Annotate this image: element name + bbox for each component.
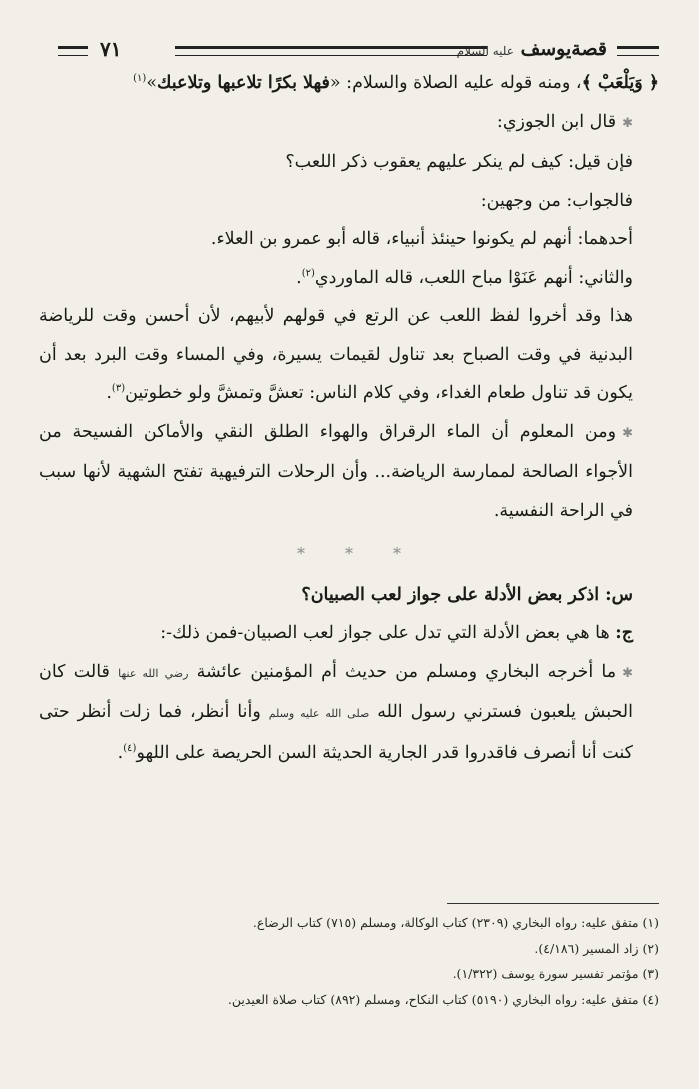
answer-intro: ج: ها هي بعض الأدلة التي تدل على جواز لعب الصبيان-فمن ذلك-: xyxy=(160,623,633,643)
footnote-4: (٤) متفق عليه: رواه البخاري (٥١٩٠) كتاب النكاح، ومسلم (٨٩٢) كتاب صلاة العيدين. xyxy=(227,991,659,1007)
honorific-glyph: صلى الله عليه وسلم xyxy=(268,707,370,720)
footnote-3: (٣) مؤتمر تفسير سورة يوسف (١/٣٢٢). xyxy=(452,966,659,981)
page-header xyxy=(58,36,659,66)
header-rule-middle xyxy=(175,46,487,56)
paragraph-ibn-aljawzi: ✱قال ابن الجوزي: xyxy=(496,111,633,132)
asterisk-icon: ✱ xyxy=(622,665,633,681)
footnote-ref-4: (٤) xyxy=(123,742,137,754)
paragraph-hadith: ✱ما أخرجه البخاري ومسلم من حديث أم المؤمنين عائشة رضي الله عنها قالت كان الحبش يلعبون فسترني رسول الله صلى الله عليه وسلم وأنا أنظر، فما زلت أنظر حتى كنت أنا أنصرف فاقدروا قدر الجارية الحديثة السن الحريصة على اللهو$^{(٤)}$. xyxy=(39,661,633,763)
header-rule-right xyxy=(617,46,659,56)
section-separator xyxy=(39,532,659,574)
paragraph-rest-of-text: هذا وقد أخروا لفظ اللعب عن الرتع في قولهم لأبيهم، لأن أحسن وقت للرياضة البدنية في وقت الصباح بعد تناول لقيمات يسيرة، وفي المساء وقت البرد بعد أن يكون قد تناول طعام الغداء، وفي كلام الناس: تعشَّ وتمشَّ ولو خطوتين$^{(٣)}$. xyxy=(39,306,633,403)
footnotes xyxy=(39,910,659,1012)
footnote-ref-2: (٢) xyxy=(301,267,315,279)
separator-star-icon: * xyxy=(345,543,353,563)
page-number: ٧١ xyxy=(100,37,122,61)
section-question-heading: س: اذكر بعض الأدلة على جواز لعب الصبيان؟ xyxy=(301,585,633,605)
asterisk-icon: ✱ xyxy=(622,425,633,441)
paragraph-first: أحدهما: أنهم لم يكونوا حينئذ أنبياء، قاله أبو عمرو بن العلاء. xyxy=(210,229,633,249)
header-rule-left xyxy=(58,46,88,56)
paragraph-nature: ✱ومن المعلوم أن الماء الرقراق والهواء الطلق النقي والأماكن الفسيحة من الأجواء الصالحة لممارسة الرياضة... وأن الرحلات الترفيهية تفتح الشهية لأنها سبب في الراحة النفسية. xyxy=(39,421,633,521)
separator-star-icon: * xyxy=(297,543,305,563)
honorific-glyph: رضي الله عنها xyxy=(118,666,189,680)
footnote-ref-1: (١) xyxy=(133,73,147,85)
footnote-2: (٢) زاد المسير (٤/١٨٦). xyxy=(534,940,659,956)
paragraph-1: ﴿ وَيَلْعَبْ ﴾، ومنه قوله عليه الصلاة والسلام: «فهلا بكرًا تلاعبها وتلاعبك»$^{(١)}$ xyxy=(133,73,659,93)
asterisk-icon: ✱ xyxy=(622,115,633,131)
honorific-glyph: عليه السلام xyxy=(456,44,514,58)
separator-star-icon: * xyxy=(393,543,401,563)
paragraph-question: فإن قيل: كيف لم ينكر عليهم يعقوب ذكر اللعب؟ xyxy=(285,152,633,172)
footnote-1: (١) متفق عليه: رواه البخاري (٢٣٠٩) كتاب الوكالة، ومسلم (٧١٥) كتاب الرضاع. xyxy=(252,915,659,930)
footnote-ref-3: (٣) xyxy=(111,383,126,395)
paragraph-answer: فالجواب: من وجهين: xyxy=(480,190,633,211)
footnote-rule xyxy=(447,903,659,904)
paragraph-second: والثاني: أنهم عَنَوْا مباح اللعب، قاله الماوردي$^{(٢)}$. xyxy=(296,267,633,288)
main-text xyxy=(39,64,659,772)
running-title: قصةيوسف عليه السلام xyxy=(456,38,607,60)
